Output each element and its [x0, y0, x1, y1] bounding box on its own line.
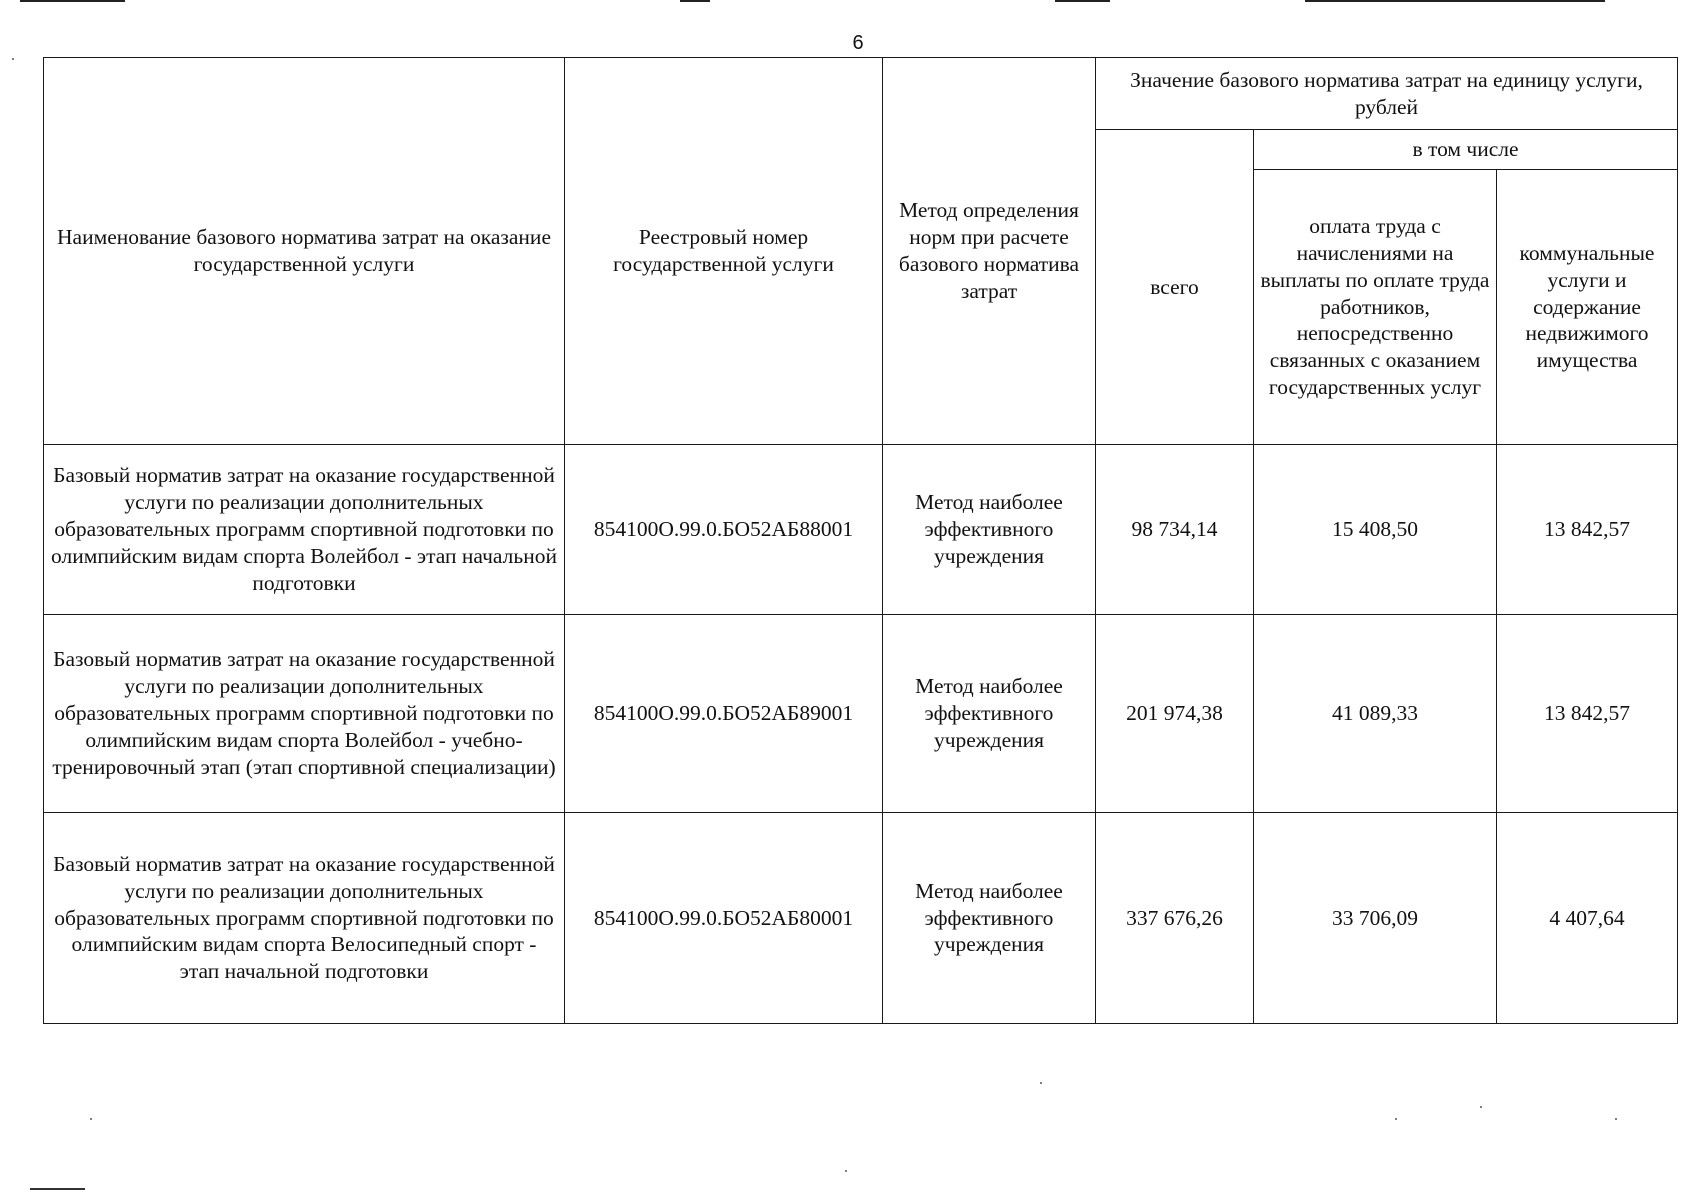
scan-speck	[1615, 1118, 1617, 1120]
scan-rule	[680, 0, 710, 2]
cell-method: Метод наиболее эффективного учреждения	[883, 813, 1096, 1024]
cell-total: 337 676,26	[1096, 813, 1254, 1024]
header-value-group: Значение базового норматива затрат на единицу услуги, рублей	[1096, 58, 1678, 130]
header-name: Наименование базового норматива затрат на оказание государственной услуги	[44, 58, 565, 445]
cell-utilities: 13 842,57	[1497, 445, 1678, 615]
cell-registry: 854100О.99.0.БО52АБ88001	[565, 445, 883, 615]
table-row	[44, 615, 1678, 813]
scan-speck	[90, 1118, 92, 1120]
cell-registry: 854100О.99.0.БО52АБ80001	[565, 813, 883, 1024]
cell-total: 201 974,38	[1096, 615, 1254, 813]
cell-labor: 15 408,50	[1254, 445, 1497, 615]
header-including: в том числе	[1254, 130, 1678, 170]
table-row	[44, 813, 1678, 1024]
scan-rule	[1055, 0, 1110, 2]
table-row	[44, 445, 1678, 615]
cell-total: 98 734,14	[1096, 445, 1254, 615]
page-number: 6	[852, 32, 864, 54]
cell-utilities: 13 842,57	[1497, 615, 1678, 813]
scan-rule	[1305, 0, 1605, 2]
scan-speck	[1395, 1118, 1397, 1120]
header-utilities: коммунальные услуги и содержание недвижимого имущества	[1497, 170, 1678, 445]
cell-name: Базовый норматив затрат на оказание государственной услуги по реализации дополнительных образовательных программ спортивной подготовки по олимпийским видам спорта Волейбол - учебно-тренировочный этап (этап спортивной специализации)	[44, 615, 565, 813]
scan-rule	[30, 1188, 85, 1190]
cell-labor: 33 706,09	[1254, 813, 1497, 1024]
cell-method: Метод наиболее эффективного учреждения	[883, 445, 1096, 615]
header-method: Метод определения норм при расчете базового норматива затрат	[883, 58, 1096, 445]
cell-method: Метод наиболее эффективного учреждения	[883, 615, 1096, 813]
scan-speck	[12, 58, 14, 60]
header-total: всего	[1096, 130, 1254, 445]
cell-name: Базовый норматив затрат на оказание государственной услуги по реализации дополнительных образовательных программ спортивной подготовки по олимпийским видам спорта Волейбол - этап начальной подготовки	[44, 445, 565, 615]
scan-speck	[1480, 1106, 1482, 1108]
scan-speck	[1040, 1082, 1042, 1084]
header-registry: Реестровый номер государственной услуги	[565, 58, 883, 445]
scan-speck	[845, 1170, 847, 1172]
cell-registry: 854100О.99.0.БО52АБ89001	[565, 615, 883, 813]
norms-table	[43, 57, 1678, 1024]
cell-name: Базовый норматив затрат на оказание государственной услуги по реализации дополнительных образовательных программ спортивной подготовки по олимпийским видам спорта Велосипедный спорт - этап начальной подготовки	[44, 813, 565, 1024]
scan-rule	[20, 0, 125, 2]
cell-utilities: 4 407,64	[1497, 813, 1678, 1024]
header-labor: оплата труда с начислениями на выплаты по оплате труда работников, непосредственно связанных с оказанием государственных услуг	[1254, 170, 1497, 445]
cell-labor: 41 089,33	[1254, 615, 1497, 813]
